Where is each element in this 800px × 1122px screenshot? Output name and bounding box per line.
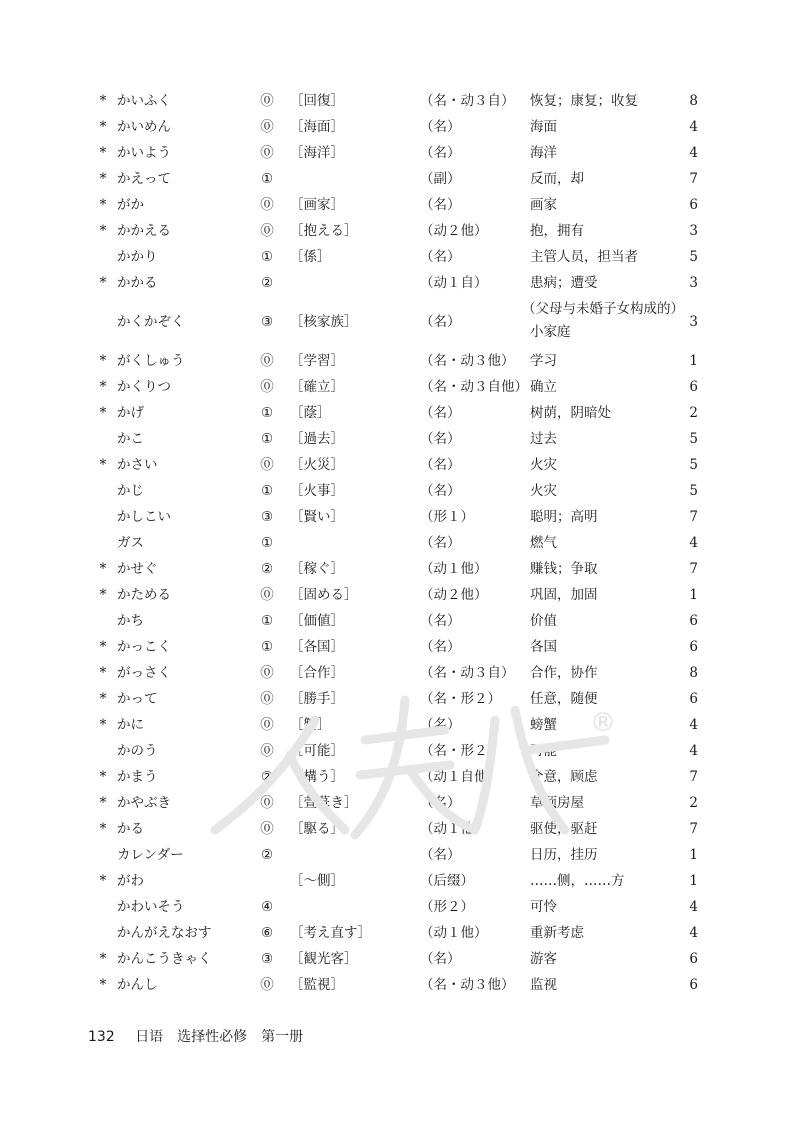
entry-pos: （后缀） [420, 873, 474, 889]
entry-accent: ② [260, 847, 274, 863]
entry-pos: （副） [420, 171, 461, 187]
entry-accent: ⓪ [260, 587, 274, 603]
vocab-entry [0, 712, 800, 738]
vocab-entry [0, 348, 800, 374]
entry-accent: ① [260, 171, 274, 187]
entry-accent: ⓪ [260, 977, 274, 993]
entry-reading: カレンダー [117, 847, 184, 863]
entry-reading: かためる [117, 587, 171, 603]
entry-pos: （名） [420, 847, 461, 863]
entry-reading: かに [117, 717, 144, 733]
entry-pos: （名・动３他） [420, 353, 515, 369]
entry-reading: かって [117, 691, 158, 707]
vocab-entry [0, 842, 800, 868]
entry-accent: ② [260, 561, 274, 577]
entry-reading: かやぶき [117, 795, 171, 811]
vocab-entry [0, 296, 800, 348]
entry-meaning: 日历，挂历 [530, 847, 598, 863]
vocab-entry [0, 660, 800, 686]
entry-accent: ⓪ [260, 691, 274, 707]
entry-accent: ⓪ [260, 119, 274, 135]
entry-pos: （形２） [420, 899, 474, 915]
entry-star: * [99, 379, 107, 395]
entry-reading: かんがえなおす [117, 925, 212, 941]
entry-lesson: 1 [689, 873, 698, 889]
vocab-entry [0, 790, 800, 816]
entry-pos: （名・动３自） [420, 665, 515, 681]
entry-pos: （名） [420, 457, 461, 473]
entry-reading: かかり [117, 249, 158, 265]
entry-meaning: 燃气 [530, 535, 557, 551]
entry-reading: かっこく [117, 639, 171, 655]
entry-reading: かさい [117, 457, 158, 473]
entry-reading: かんし [117, 977, 158, 993]
entry-lesson: 3 [689, 275, 698, 291]
entry-reading: かんこうきゃく [117, 951, 212, 967]
entry-meaning-line: 小家庭 [530, 324, 571, 340]
entry-reading: かわいそう [117, 899, 185, 915]
entry-kanji: ［回復］ [290, 93, 344, 109]
entry-kanji: ［賢い］ [290, 509, 344, 525]
entry-reading: ガス [117, 535, 144, 551]
entry-pos: （名） [420, 613, 461, 629]
entry-lesson: 1 [689, 847, 698, 863]
entry-lesson: 4 [689, 925, 698, 941]
vocab-entry [0, 920, 800, 946]
entry-accent: ④ [260, 899, 274, 915]
registered-mark: ® [590, 708, 616, 738]
entry-star: * [99, 93, 107, 109]
entry-meaning: 海面 [530, 119, 557, 135]
entry-kanji: ［核家族］ [290, 314, 358, 330]
vocab-entry [0, 868, 800, 894]
entry-kanji: ［過去］ [290, 431, 344, 447]
entry-star: * [99, 171, 107, 187]
entry-pos: （名） [420, 431, 461, 447]
entry-meaning: 巩固，加固 [530, 587, 598, 603]
entry-lesson: 2 [689, 405, 698, 421]
entry-accent: ① [260, 639, 274, 655]
entry-reading: かくりつ [117, 379, 171, 395]
entry-kanji: ［合作］ [290, 665, 344, 681]
entry-star: * [99, 717, 107, 733]
entry-star: * [99, 795, 107, 811]
entry-accent: ⓪ [260, 93, 274, 109]
vocab-entry [0, 738, 800, 764]
vocab-entry [0, 192, 800, 218]
entry-reading: かじ [117, 483, 144, 499]
entry-accent: ⓪ [260, 223, 274, 239]
entry-meaning: 火灾 [530, 483, 557, 499]
entry-accent: ① [260, 249, 274, 265]
entry-kanji: ［火災］ [290, 457, 344, 473]
entry-meaning: 可怜 [530, 899, 557, 915]
entry-lesson: 1 [689, 587, 698, 603]
entry-star: * [99, 639, 107, 655]
entry-star: * [99, 873, 107, 889]
entry-accent: ⓪ [260, 379, 274, 395]
entry-accent: ① [260, 405, 274, 421]
entry-meaning: 赚钱；争取 [530, 561, 598, 577]
entry-star: * [99, 119, 107, 135]
entry-star: * [99, 275, 107, 291]
entry-pos: （形１） [420, 509, 474, 525]
entry-pos: （名） [420, 795, 461, 811]
entry-accent: ② [260, 275, 274, 291]
entry-meaning: 可能 [530, 743, 557, 759]
entry-star: * [99, 587, 107, 603]
vocabulary-list [0, 88, 800, 998]
entry-kanji: ［稼ぐ］ [290, 561, 344, 577]
entry-accent: ⑥ [260, 925, 274, 941]
entry-reading: かしこい [117, 509, 171, 525]
entry-accent: ⓪ [260, 821, 274, 837]
entry-accent: ⓪ [260, 197, 274, 213]
entry-pos: （名） [420, 197, 461, 213]
entry-kanji: ［価値］ [290, 613, 344, 629]
entry-lesson: 6 [689, 197, 698, 213]
entry-meaning: 过去 [530, 431, 557, 447]
entry-pos: （名） [420, 535, 461, 551]
vocab-entry [0, 972, 800, 998]
entry-pos: （动１他） [420, 925, 488, 941]
entry-meaning: 火灾 [530, 457, 557, 473]
entry-lesson: 8 [689, 665, 698, 681]
entry-meaning [522, 298, 695, 344]
entry-meaning: 草顶房屋 [530, 795, 584, 811]
entry-star: * [99, 769, 107, 785]
entry-kanji: ［可能］ [290, 743, 344, 759]
entry-pos: （名・动３自他） [420, 379, 528, 395]
entry-star: * [99, 223, 107, 239]
vocab-entry [0, 816, 800, 842]
entry-accent: ③ [260, 509, 274, 525]
entry-reading: かいめん [117, 119, 171, 135]
entry-pos: （动１他） [420, 561, 488, 577]
entry-lesson: 6 [689, 977, 698, 993]
entry-lesson: 4 [689, 743, 698, 759]
entry-lesson: 2 [689, 795, 698, 811]
vocab-entry [0, 582, 800, 608]
entry-kanji: ［蔭］ [290, 405, 331, 421]
entry-lesson: 5 [689, 483, 698, 499]
entry-pos: （名） [420, 145, 461, 161]
entry-pos: （名） [420, 951, 461, 967]
entry-lesson: 5 [689, 431, 698, 447]
entry-kanji: ［火事］ [290, 483, 344, 499]
entry-meaning: 主管人员，担当者 [530, 249, 638, 265]
entry-lesson: 4 [689, 899, 698, 915]
entry-meaning: 螃蟹 [530, 717, 557, 733]
entry-kanji: ［係］ [290, 249, 331, 265]
entry-kanji: ［海洋］ [290, 145, 344, 161]
entry-accent: ⓪ [260, 457, 274, 473]
entry-kanji: ［各国］ [290, 639, 344, 655]
entry-accent: ③ [260, 951, 274, 967]
entry-kanji: ［抱える］ [290, 223, 358, 239]
entry-lesson: 7 [689, 821, 698, 837]
vocab-entry [0, 452, 800, 478]
entry-pos: （动１自他） [420, 769, 501, 785]
entry-star: * [99, 821, 107, 837]
entry-kanji: ［勝手］ [290, 691, 344, 707]
entry-reading: かかえる [117, 223, 171, 239]
entry-lesson: 1 [689, 353, 698, 369]
entry-meaning: 抱，拥有 [530, 223, 584, 239]
vocab-entry [0, 530, 800, 556]
entry-lesson: 6 [689, 613, 698, 629]
entry-reading: がくしゅう [117, 353, 185, 369]
entry-meaning: 价值 [530, 613, 557, 629]
vocab-entry [0, 166, 800, 192]
entry-reading: かくかぞく [117, 314, 185, 330]
entry-pos: （名・形２） [420, 743, 501, 759]
entry-reading: がわ [117, 873, 144, 889]
entry-lesson: 6 [689, 639, 698, 655]
entry-pos: （名） [420, 483, 461, 499]
entry-accent: ① [260, 535, 274, 551]
entry-meaning: 各国 [530, 639, 557, 655]
entry-accent: ② [260, 769, 274, 785]
entry-kanji: ［駆る］ [290, 821, 344, 837]
entry-reading: かる [117, 821, 144, 837]
entry-accent: ⓪ [260, 743, 274, 759]
book-title: 日语 选择性必修 第一册 [135, 1029, 304, 1045]
entry-star: * [99, 951, 107, 967]
entry-reading: かこ [117, 431, 144, 447]
entry-meaning: 画家 [530, 197, 557, 213]
entry-kanji: ［確立］ [290, 379, 344, 395]
entry-lesson: 4 [689, 145, 698, 161]
vocab-entry [0, 764, 800, 790]
entry-reading: かえって [117, 171, 171, 187]
entry-accent: ⓪ [260, 665, 274, 681]
entry-lesson: 4 [689, 717, 698, 733]
entry-kanji: ［学習］ [290, 353, 344, 369]
vocab-entry [0, 374, 800, 400]
entry-star: * [99, 145, 107, 161]
entry-lesson: 4 [689, 119, 698, 135]
entry-kanji: ［観光客］ [290, 951, 358, 967]
entry-lesson: 7 [689, 769, 698, 785]
entry-kanji: ［萱葺き］ [290, 795, 358, 811]
entry-pos: （名） [420, 119, 461, 135]
entry-star: * [99, 665, 107, 681]
entry-pos: （名） [420, 717, 461, 733]
entry-kanji: ［海面］ [290, 119, 344, 135]
entry-meaning: 驱使，驱赶 [530, 821, 598, 837]
vocab-entry [0, 88, 800, 114]
vocab-entry [0, 478, 800, 504]
entry-reading: かかる [117, 275, 158, 291]
vocab-entry [0, 634, 800, 660]
entry-kanji: ［監視］ [290, 977, 344, 993]
entry-pos: （动２他） [420, 587, 488, 603]
entry-star: * [99, 691, 107, 707]
entry-meaning-line: （父母与未婚子女构成的） [522, 301, 684, 317]
entry-accent: ⓪ [260, 145, 274, 161]
entry-kanji: ［構う］ [290, 769, 344, 785]
entry-meaning: 监视 [530, 977, 557, 993]
entry-pos: （动１自） [420, 275, 488, 291]
vocab-entry [0, 556, 800, 582]
entry-meaning: 介意，顾虑 [530, 769, 598, 785]
entry-meaning: 反而，却 [530, 171, 584, 187]
entry-lesson: 6 [689, 691, 698, 707]
entry-meaning: 海洋 [530, 145, 557, 161]
entry-lesson: 6 [689, 379, 698, 395]
entry-pos: （动１他） [420, 821, 488, 837]
entry-accent: ① [260, 613, 274, 629]
entry-star: * [99, 353, 107, 369]
entry-reading: かち [117, 613, 144, 629]
entry-reading: かせぐ [117, 561, 158, 577]
vocab-entry [0, 140, 800, 166]
entry-lesson: 5 [689, 457, 698, 473]
entry-reading: がっさく [117, 665, 171, 681]
vocab-entry [0, 218, 800, 244]
vocab-entry [0, 270, 800, 296]
entry-kanji: ［固める］ [290, 587, 358, 603]
entry-pos: （动２他） [420, 223, 488, 239]
entry-lesson: 6 [689, 951, 698, 967]
entry-lesson: 8 [689, 93, 698, 109]
vocab-entry [0, 504, 800, 530]
vocab-entry [0, 894, 800, 920]
entry-lesson: 7 [689, 171, 698, 187]
entry-accent: ⓪ [260, 717, 274, 733]
entry-meaning: 患病；遭受 [530, 275, 598, 291]
entry-star: * [99, 977, 107, 993]
entry-reading: かいふく [117, 93, 171, 109]
vocab-entry [0, 400, 800, 426]
entry-accent: ⓪ [260, 795, 274, 811]
entry-star: * [99, 457, 107, 473]
entry-pos: （名） [420, 249, 461, 265]
entry-lesson: 7 [689, 509, 698, 525]
entry-lesson: 3 [689, 314, 698, 330]
entry-pos: （名） [420, 639, 461, 655]
entry-pos: （名） [420, 405, 461, 421]
entry-star: * [99, 561, 107, 577]
entry-meaning: 游客 [530, 951, 557, 967]
entry-pos: （名・形２） [420, 691, 501, 707]
vocab-entry [0, 608, 800, 634]
page-footer [88, 1026, 303, 1046]
vocab-entry [0, 946, 800, 972]
entry-reading: かまう [117, 769, 158, 785]
vocab-entry [0, 114, 800, 140]
entry-meaning: 合作，协作 [530, 665, 598, 681]
entry-reading: かげ [117, 405, 144, 421]
entry-kanji: ［考え直す］ [290, 925, 371, 941]
entry-pos: （名・动３自） [420, 93, 515, 109]
vocab-entry [0, 244, 800, 270]
page-number: 132 [88, 1029, 115, 1045]
entry-kanji: ［画家］ [290, 197, 344, 213]
entry-lesson: 5 [689, 249, 698, 265]
entry-meaning: ……侧，……方 [530, 873, 625, 889]
entry-accent: ③ [260, 314, 274, 330]
entry-kanji: ［蟹］ [290, 717, 331, 733]
entry-pos: （名） [420, 314, 461, 330]
vocab-entry [0, 426, 800, 452]
entry-meaning: 学习 [530, 353, 557, 369]
entry-star: * [99, 405, 107, 421]
entry-pos: （名・动３他） [420, 977, 515, 993]
vocab-entry [0, 686, 800, 712]
entry-lesson: 3 [689, 223, 698, 239]
entry-lesson: 4 [689, 535, 698, 551]
entry-accent: ① [260, 483, 274, 499]
entry-reading: かいよう [117, 145, 171, 161]
entry-meaning: 恢复；康复；收复 [530, 93, 638, 109]
entry-meaning: 树荫，阴暗处 [530, 405, 611, 421]
entry-lesson: 7 [689, 561, 698, 577]
entry-accent: ⓪ [260, 353, 274, 369]
entry-meaning: 聪明；高明 [530, 509, 598, 525]
entry-meaning: 确立 [530, 379, 557, 395]
entry-accent: ① [260, 431, 274, 447]
entry-star: * [99, 197, 107, 213]
entry-kanji: ［～側］ [290, 873, 344, 889]
entry-reading: がか [117, 197, 144, 213]
entry-meaning: 重新考虑 [530, 925, 584, 941]
entry-reading: かのう [117, 743, 158, 759]
entry-meaning: 任意，随便 [530, 691, 598, 707]
